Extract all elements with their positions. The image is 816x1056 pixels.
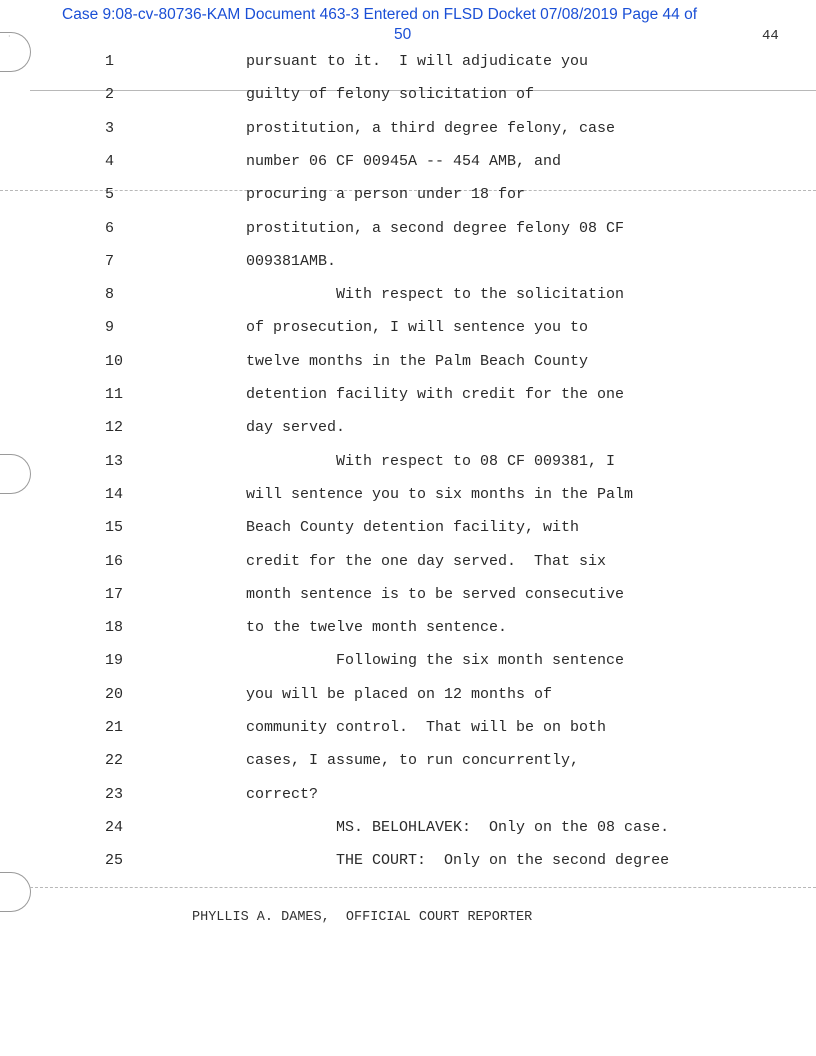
transcript-line <box>0 252 816 272</box>
line-number: 13 <box>105 452 124 470</box>
line-text: THE COURT: Only on the second degree <box>246 852 670 870</box>
docket-header-line1: Case 9:08-cv-80736-KAM Document 463-3 Entered on FLSD Docket 07/08/2019 Page 44 of <box>62 6 698 23</box>
line-text: Beach County detention facility, with <box>246 519 580 537</box>
line-number: 2 <box>105 86 115 104</box>
line-number: 21 <box>105 719 124 736</box>
line-number: 14 <box>105 485 124 503</box>
transcript-line <box>0 152 816 172</box>
line-number: 20 <box>105 685 124 703</box>
line-number: 7 <box>105 252 115 270</box>
scan-rule-bottom <box>30 887 816 888</box>
line-text: With respect to 08 CF 009381, I <box>246 452 616 470</box>
transcript-line <box>0 718 816 738</box>
line-text: guilty of felony solicitation of <box>246 86 535 104</box>
transcript-line <box>0 219 816 239</box>
line-text: With respect to the solicitation <box>246 286 625 304</box>
line-number: 19 <box>105 652 124 670</box>
line-text: detention facility with credit for the one <box>246 386 625 403</box>
line-number: 11 <box>105 386 124 403</box>
transcript-line <box>0 851 816 871</box>
line-number: 1 <box>105 53 115 70</box>
scan-mark: · <box>8 32 11 41</box>
transcript-line <box>0 685 816 705</box>
line-text: community control. That will be on both <box>246 719 607 736</box>
line-number: 16 <box>105 552 124 570</box>
line-text: you will be placed on 12 months of <box>246 685 553 703</box>
line-text: twelve months in the Palm Beach County <box>246 352 589 370</box>
transcript-line <box>0 185 816 205</box>
line-text: month sentence is to be served consecutive <box>246 585 625 603</box>
line-number: 10 <box>105 352 124 370</box>
line-number: 12 <box>105 419 124 437</box>
line-text: cases, I assume, to run concurrently, <box>246 752 580 770</box>
line-number: 3 <box>105 119 115 137</box>
transcript-line <box>0 618 816 638</box>
transcript-line <box>0 85 816 105</box>
transcript-line <box>0 318 816 338</box>
line-number: 9 <box>105 319 115 337</box>
line-text: credit for the one day served. That six <box>246 552 607 570</box>
line-number: 5 <box>105 186 115 204</box>
transcript-line <box>0 818 816 838</box>
line-text: Following the six month sentence <box>246 652 625 670</box>
transcript-line <box>0 785 816 805</box>
line-text: pursuant to it. I will adjudicate you <box>246 53 589 70</box>
transcript-line <box>0 385 816 405</box>
transcript-line <box>0 418 816 438</box>
line-number: 24 <box>105 818 124 836</box>
line-text: procuring a person under 18 for <box>246 186 526 204</box>
docket-header <box>62 6 698 43</box>
line-number: 22 <box>105 752 124 770</box>
docket-header-line2: 50 <box>394 26 412 43</box>
line-text: 009381AMB. <box>246 252 337 270</box>
line-text: to the twelve month sentence. <box>246 619 508 637</box>
transcript-line <box>0 585 816 605</box>
line-text: prostitution, a third degree felony, case <box>246 119 616 137</box>
line-number: 4 <box>105 152 115 170</box>
transcript-line <box>0 285 816 305</box>
transcript-line <box>0 485 816 505</box>
line-number: 25 <box>105 852 124 870</box>
transcript-line <box>0 751 816 771</box>
line-number: 18 <box>105 619 124 637</box>
transcript-line <box>0 119 816 139</box>
line-number: 23 <box>105 785 124 803</box>
line-number: 6 <box>105 219 115 237</box>
line-number: 8 <box>105 286 115 304</box>
transcript-line <box>0 352 816 372</box>
line-number: 17 <box>105 585 124 603</box>
binder-hole-bottom <box>0 872 31 912</box>
transcript-line <box>0 518 816 538</box>
transcript-line <box>0 552 816 572</box>
line-text: correct? <box>246 785 319 803</box>
line-text: will sentence you to six months in the Palm <box>246 485 634 503</box>
transcript-line <box>0 52 816 72</box>
line-text: prostitution, a second degree felony 08 CF <box>246 219 625 237</box>
line-text: day served. <box>246 419 346 437</box>
line-text: of prosecution, I will sentence you to <box>246 319 589 337</box>
reporter-footer: PHYLLIS A. DAMES, OFFICIAL COURT REPORTER <box>192 910 533 925</box>
transcript-page-number: 44 <box>762 28 779 44</box>
line-text: number 06 CF 00945A -- 454 AMB, and <box>246 152 562 170</box>
transcript-line <box>0 452 816 472</box>
line-number: 15 <box>105 519 124 537</box>
transcript-line <box>0 651 816 671</box>
line-text: MS. BELOHLAVEK: Only on the 08 case. <box>246 818 670 836</box>
